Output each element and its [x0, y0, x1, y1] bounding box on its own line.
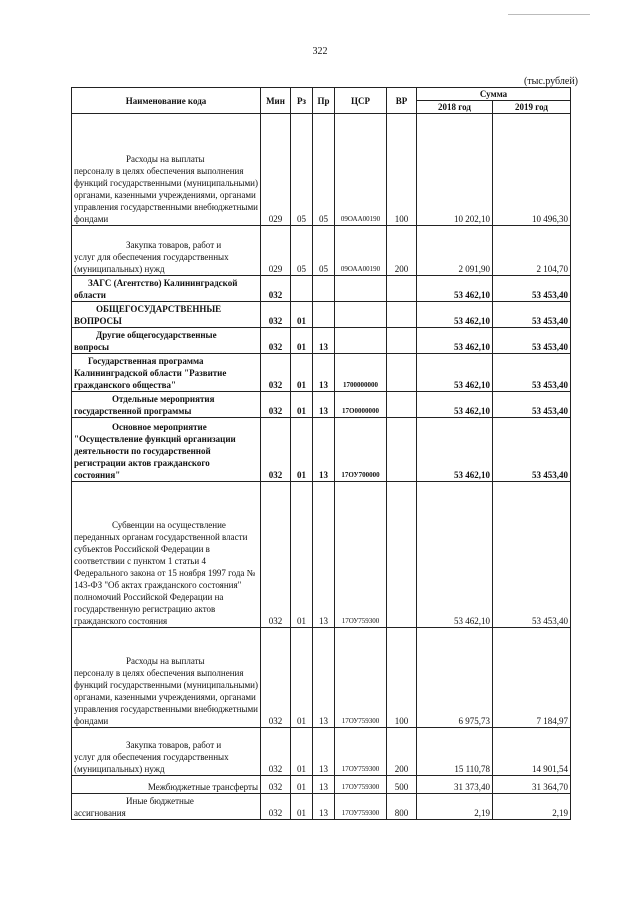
- row-name-rest: государственной программы: [74, 406, 192, 416]
- row-csr: [335, 328, 387, 354]
- table-row: [72, 776, 571, 794]
- row-rz: 01: [291, 328, 313, 354]
- row-name-first: ЗАГС (Агентство) Калининградской: [88, 278, 238, 288]
- row-min: 032: [261, 482, 291, 628]
- row-vr: [387, 392, 417, 418]
- row-csr: 09ОАА00190: [335, 114, 387, 226]
- row-rz: 01: [291, 302, 313, 328]
- table-row: [72, 226, 571, 276]
- row-csr: 17ОУ759300: [335, 794, 387, 820]
- table-row: [72, 302, 571, 328]
- table-row: [72, 418, 571, 482]
- row-min: 032: [261, 418, 291, 482]
- page-number: 322: [312, 46, 328, 57]
- row-name-rest: области: [74, 290, 106, 300]
- row-2019: 53 453,40: [493, 482, 571, 628]
- row-name-first: Межбюджетные трансферты: [147, 782, 258, 792]
- row-vr: 800: [387, 794, 417, 820]
- table-row: [72, 728, 571, 776]
- row-2018: 53 462,10: [417, 392, 493, 418]
- row-csr: 17ОУ759300: [335, 776, 387, 794]
- row-2018: 2 091,90: [417, 226, 493, 276]
- row-pr: 13: [313, 354, 335, 392]
- units-label: (тыс.рублей): [523, 76, 578, 87]
- row-min: 032: [261, 794, 291, 820]
- row-min: 032: [261, 628, 291, 728]
- row-min: 032: [261, 328, 291, 354]
- table-row: [72, 354, 571, 392]
- row-2018: 10 202,10: [417, 114, 493, 226]
- row-rz: 01: [291, 418, 313, 482]
- row-vr: [387, 482, 417, 628]
- row-name-rest: персоналу в целях обеспечения выполнения функций государственными (муниципальными) органами, казенными учреждениями, органами управления государственными внебюджетными фондами: [74, 668, 258, 726]
- table-row: [72, 482, 571, 628]
- row-name-first: Основное мероприятие: [112, 422, 207, 432]
- row-2019: 14 901,54: [493, 728, 571, 776]
- row-name-first: Отдельные мероприятия: [112, 394, 215, 404]
- row-2019: 53 453,40: [493, 418, 571, 482]
- row-csr: [335, 276, 387, 302]
- row-name-first: Другие общегосударственные: [96, 330, 217, 340]
- header-pr: Пр: [313, 88, 335, 114]
- row-2019: 10 496,30: [493, 114, 571, 226]
- row-pr: [313, 302, 335, 328]
- row-rz: 05: [291, 226, 313, 276]
- row-min: 032: [261, 302, 291, 328]
- row-name-rest: Калининградской области "Развитие гражданского общества": [74, 368, 227, 390]
- row-rz: 01: [291, 628, 313, 728]
- row-2019: 53 453,40: [493, 392, 571, 418]
- row-csr: 1700000000: [335, 354, 387, 392]
- row-name-first: Расходы на выплаты: [126, 154, 205, 164]
- row-2019: 53 453,40: [493, 302, 571, 328]
- row-csr: 17ОУ759300: [335, 728, 387, 776]
- row-name-rest: услуг для обеспечения государственных (муниципальных) нужд: [74, 752, 229, 774]
- row-vr: 200: [387, 226, 417, 276]
- row-pr: 13: [313, 482, 335, 628]
- row-pr: 13: [313, 328, 335, 354]
- header-vr: ВР: [387, 88, 417, 114]
- row-csr: 17ОУ700000: [335, 418, 387, 482]
- row-pr: 13: [313, 628, 335, 728]
- row-name-first: Иные бюджетные: [126, 796, 194, 806]
- row-2018: 31 373,40: [417, 776, 493, 794]
- header-2019: 2019 год: [493, 101, 571, 114]
- row-vr: 500: [387, 776, 417, 794]
- table-row: [72, 114, 571, 226]
- row-rz: [291, 276, 313, 302]
- row-min: 029: [261, 226, 291, 276]
- row-2019: 2 104,70: [493, 226, 571, 276]
- row-pr: 13: [313, 794, 335, 820]
- row-2019: 53 453,40: [493, 276, 571, 302]
- row-pr: 05: [313, 226, 335, 276]
- row-name-first: Закупка товаров, работ и: [126, 740, 222, 750]
- table-row: [72, 276, 571, 302]
- row-name-first: Субвенции на осуществление: [112, 520, 226, 530]
- row-min: 029: [261, 114, 291, 226]
- row-2018: 53 462,10: [417, 354, 493, 392]
- row-2019: 2,19: [493, 794, 571, 820]
- row-pr: [313, 276, 335, 302]
- row-name-rest: переданных органам государственной власти субъектов Российской Федерации в соответствии с пунктом 1 статьи 4 Федерального закона от 15 ноября 1997 года № 143-ФЗ "Об актах гражданского состояния" полномочий Российской Федерации на государственную регистрацию актов гражданского состояния: [74, 532, 256, 626]
- row-2019: 7 184,97: [493, 628, 571, 728]
- row-min: 032: [261, 276, 291, 302]
- row-name-first: ОБЩЕГОСУДАРСТВЕННЫЕ: [96, 304, 222, 314]
- header-rule: [508, 14, 590, 15]
- row-vr: [387, 418, 417, 482]
- row-name-rest: вопросы: [74, 342, 110, 352]
- row-name-first: Расходы на выплаты: [126, 656, 205, 666]
- table-row: [72, 328, 571, 354]
- row-rz: 01: [291, 776, 313, 794]
- row-vr: 200: [387, 728, 417, 776]
- row-name-rest: "Осуществление функций организации деятельности по государственной регистрации актов гражданского состояния": [74, 434, 236, 480]
- header-rz: Рз: [291, 88, 313, 114]
- row-name-first: Государственная программа: [88, 356, 204, 366]
- header-2018: 2018 год: [417, 101, 493, 114]
- header-sum: Сумма: [417, 88, 571, 101]
- row-rz: 05: [291, 114, 313, 226]
- row-name-rest: услуг для обеспечения государственных (муниципальных) нужд: [74, 252, 229, 274]
- budget-table: [71, 87, 571, 820]
- row-2018: 53 462,10: [417, 418, 493, 482]
- row-min: 032: [261, 728, 291, 776]
- row-csr: 17ОУ759300: [335, 482, 387, 628]
- row-2018: 6 975,73: [417, 628, 493, 728]
- row-name-rest: ВОПРОСЫ: [74, 316, 122, 326]
- row-min: 032: [261, 392, 291, 418]
- row-min: 032: [261, 354, 291, 392]
- header-name: Наименование кода: [72, 88, 261, 114]
- row-rz: 01: [291, 482, 313, 628]
- row-vr: 100: [387, 114, 417, 226]
- header-min: Мин: [261, 88, 291, 114]
- row-2019: 53 453,40: [493, 354, 571, 392]
- row-name-rest: персоналу в целях обеспечения выполнения функций государственными (муниципальными) органами, казенными учреждениями, органами управления государственными внебюджетными фондами: [74, 166, 258, 224]
- row-csr: [335, 302, 387, 328]
- header-csr: ЦСР: [335, 88, 387, 114]
- row-vr: [387, 302, 417, 328]
- row-rz: 01: [291, 794, 313, 820]
- row-pr: 05: [313, 114, 335, 226]
- row-vr: [387, 328, 417, 354]
- row-pr: 13: [313, 776, 335, 794]
- row-vr: [387, 354, 417, 392]
- row-2019: 53 453,40: [493, 328, 571, 354]
- row-csr: 17ОУ759300: [335, 628, 387, 728]
- row-rz: 01: [291, 728, 313, 776]
- row-csr: 17O0000000: [335, 392, 387, 418]
- row-pr: 13: [313, 418, 335, 482]
- row-csr: 09ОАА00190: [335, 226, 387, 276]
- row-pr: 13: [313, 728, 335, 776]
- table-row: [72, 392, 571, 418]
- row-name-rest: ассигнования: [74, 808, 126, 818]
- row-vr: [387, 276, 417, 302]
- row-2018: 2,19: [417, 794, 493, 820]
- row-2018: 53 462,10: [417, 276, 493, 302]
- row-2019: 31 364,70: [493, 776, 571, 794]
- row-min: 032: [261, 776, 291, 794]
- row-2018: 53 462,10: [417, 328, 493, 354]
- row-rz: 01: [291, 354, 313, 392]
- table-row: [72, 794, 571, 820]
- row-name-first: Закупка товаров, работ и: [126, 240, 222, 250]
- row-vr: 100: [387, 628, 417, 728]
- row-2018: 53 462,10: [417, 482, 493, 628]
- row-pr: 13: [313, 392, 335, 418]
- row-rz: 01: [291, 392, 313, 418]
- table-row: [72, 628, 571, 728]
- row-2018: 15 110,78: [417, 728, 493, 776]
- row-2018: 53 462,10: [417, 302, 493, 328]
